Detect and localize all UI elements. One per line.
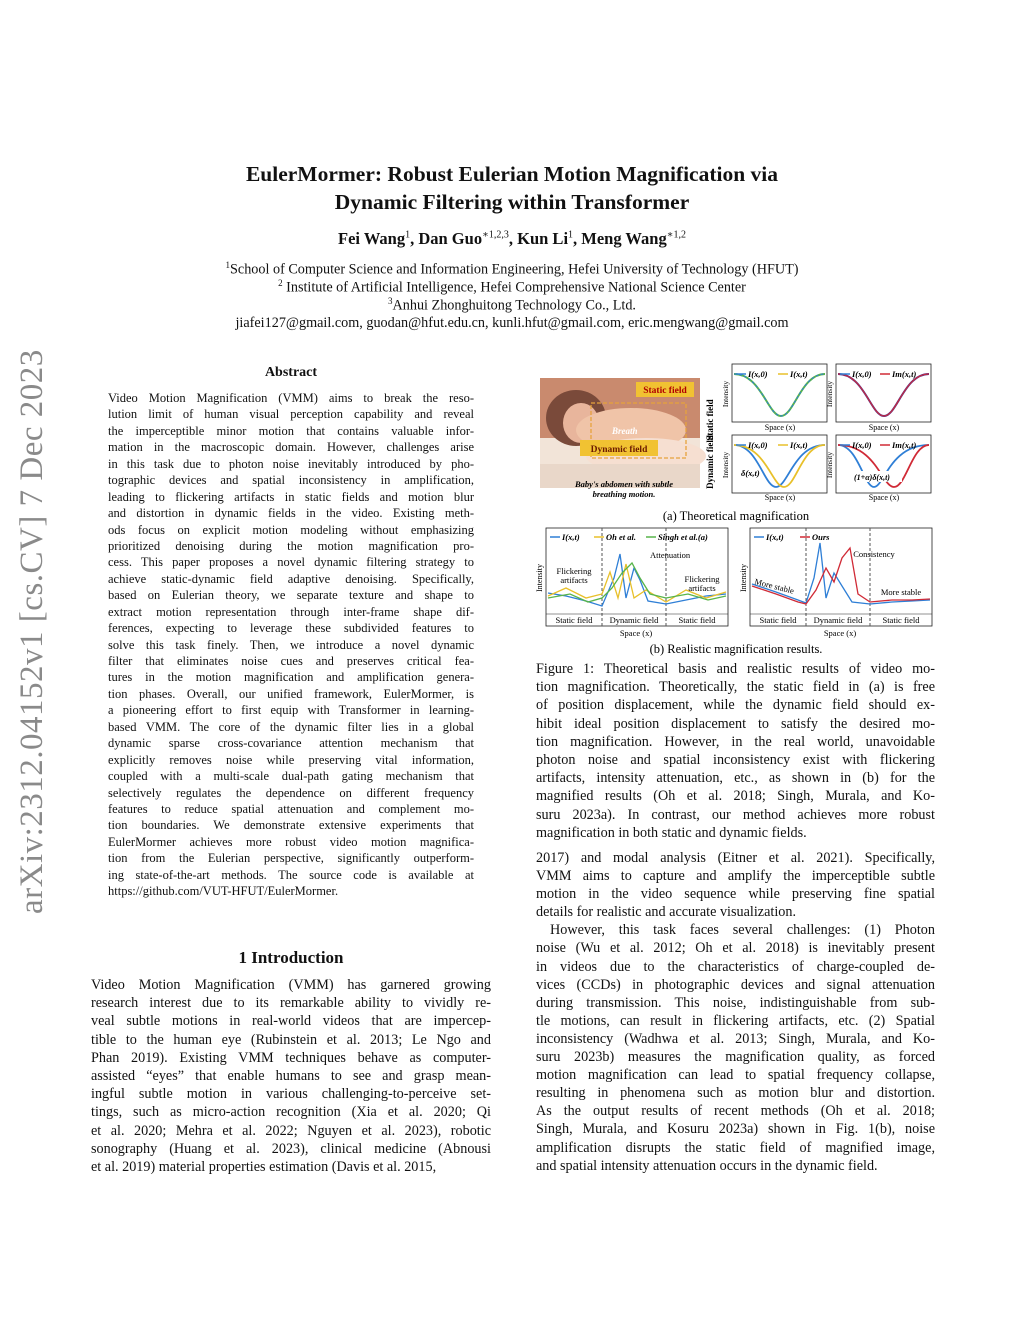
aff-sup: 1 — [225, 260, 231, 270]
text-line: leading to flickering artifacts in static fields and motion blur — [108, 489, 474, 504]
text-line: the imperceptible minor motion that contains valuable infor- — [108, 423, 474, 438]
text-line: during transmission. This noise, indistinguishable from sub- — [536, 994, 935, 1011]
text-line: and spatial intensity attenuation occurs in the dynamic field. — [536, 1157, 878, 1174]
text-line: mation in the macroscopic domain. However, challenges arise — [108, 440, 474, 455]
paper-title — [0, 160, 1024, 216]
text-line: Phan 2019). Existing VMM techniques behave as computer- — [91, 1049, 491, 1066]
delta-label: δ(x,t) — [741, 468, 760, 478]
text-line: extract motion representation through inter-frame shape dif- — [108, 604, 474, 619]
text-line: solve this task finely. Then, we introduce a novel dynamic — [108, 637, 474, 652]
title-line-2: Dynamic Filtering within Transformer — [334, 190, 690, 214]
photo-caption-1: Baby's abdomen with subtle — [575, 479, 673, 489]
aff-text: Institute of Artificial Intelligence, Hefei Comprehensive National Science Center — [282, 279, 746, 296]
text-line: noise (Wu et al. 2012; Oh et al. 2018) is inevitably present — [536, 940, 935, 957]
text-line: assisted “eyes” that enable humans to see and grasp mean- — [91, 1067, 491, 1084]
affiliation-3 — [0, 296, 1024, 315]
text-line: As the output results of recent methods (Oh et al. 2018; — [536, 1103, 935, 1120]
axis-label-intensity: Intensity — [721, 380, 730, 408]
text-line: Video Motion Magnification (VMM) aims to break the reso- — [108, 391, 474, 405]
author-name: Dan Guo — [418, 229, 483, 248]
text-line: magnification in both static and dynamic fields. — [536, 824, 807, 841]
author-sup: ∗1,2,3 — [482, 229, 509, 241]
affiliation-2 — [0, 278, 1024, 297]
text-line: research interest due to its remarkable ability to vividly re- — [91, 995, 491, 1012]
field-label: Dynamic field — [813, 615, 863, 625]
subcaption-b: (b) Realistic magnification results. — [649, 642, 823, 656]
row-label-static: Static field — [705, 399, 715, 441]
text-line: amplification disrupts the static field of magnified image, — [536, 1139, 935, 1156]
legend-label: Im(x,t) — [892, 369, 917, 379]
text-line: in this task due to photon noise inevitably introduced by pho- — [108, 456, 474, 471]
aff-sup: 2 — [278, 278, 283, 288]
legend-label: I(x,t) — [766, 532, 784, 542]
text-line: https://github.com/VUT-HFUT/EulerMormer. — [108, 884, 339, 899]
panel-dynamic-left — [721, 435, 827, 502]
author-name: Meng Wang — [581, 229, 667, 248]
photo-caption-2: breathing motion. — [592, 489, 656, 499]
axis-label-intensity: Intensity — [721, 451, 730, 479]
text-line: vices (CCDs) in photographic devices and signal attenuation — [536, 976, 935, 993]
author-list: Fei Wang$^1$, Dan Guo$^{∗1,2,3}$, Kun Li$^1$, Meng Wang$^{∗1,2}$ — [338, 229, 686, 248]
legend-label: I(x,0) — [748, 440, 768, 450]
axis-label-space: Space (x) — [619, 628, 653, 638]
legend-label: I(x,0) — [852, 440, 872, 450]
note-flicker-1: Flickering — [556, 566, 592, 576]
text-line: and distortion in dynamic fields in the video. Existing meth- — [108, 506, 474, 521]
text-line: ferences, expecting to leverage these subdivided features to — [108, 621, 474, 636]
text-line: tion magnification. Theoretically, the static field in (a) is free — [536, 679, 935, 696]
introduction-body — [91, 976, 491, 1176]
axis-label-space: Space (x) — [868, 493, 900, 502]
axis-label-space: Space (x) — [764, 423, 796, 432]
axis-label-space: Space (x) — [764, 493, 796, 502]
text-line: tion phases. Overall, our unified framework, EulerMormer, is — [108, 686, 474, 701]
text-line: veal subtle motions in real-world videos that are impercep- — [91, 1013, 491, 1030]
text-line: of position displacement, while the dynamic field should ex- — [536, 697, 935, 714]
text-line: Video Motion Magnification (VMM) has garnered growing — [91, 977, 491, 993]
legend-label: I(x,t) — [790, 369, 808, 379]
text-line: tible to the human eye (Rubinstein et al. 2013; Le Ngo and — [91, 1031, 491, 1048]
text-line: ingful subtle motion in various challenging-to-perceive set- — [91, 1086, 491, 1103]
text-line: EulerMormer achieves more robust video motion magnifica- — [108, 834, 474, 849]
text-line: However, this task faces several challenges: (1) Photon — [550, 922, 935, 939]
row-label-dynamic: Dynamic field — [705, 435, 715, 489]
subcaption-a: (a) Theoretical magnification — [662, 509, 810, 523]
figure-1-caption — [536, 660, 935, 842]
text-line: et al. 2019) material properties estimation (Davis et al. 2015, — [91, 1158, 437, 1175]
text-line: prioritized denoising during the motion magnification pro- — [108, 538, 474, 553]
panel-realistic-right — [739, 528, 932, 638]
axis-label-space: Space (x) — [823, 628, 857, 638]
author-name: Fei Wang — [338, 229, 406, 248]
legend-label: I(x,0) — [852, 369, 872, 379]
figure-1 — [536, 358, 936, 658]
text-line: et al. 2020; Mehra et al. 2022; Nguyen et al. 2023), robotic — [91, 1122, 491, 1139]
affiliation-1 — [0, 260, 1024, 279]
aff-text: School of Computer Science and Information Engineering, Hefei University of Technology (HFUT) — [230, 261, 799, 278]
arxiv-side-label: arXiv:2312.04152v1 [cs.CV] 7 Dec 2023 — [14, 349, 50, 914]
text-line: resulting in phenomena such as motion blur and distortion. — [536, 1085, 935, 1102]
abstract-heading: Abstract — [264, 365, 318, 380]
text-line: explicitly removes noise while preserving vital information, — [108, 752, 474, 767]
text-line: in videos due to the characteristics of charge-coupled de- — [536, 958, 935, 975]
text-line: 2017) and modal analysis (Eitner et al. 2021). Specifically, — [536, 850, 935, 866]
static-field-tag-label: Static field — [643, 386, 687, 396]
right-column-body — [536, 849, 935, 1175]
text-line: suru 2023b) measures the magnification quality, as forced — [536, 1049, 935, 1066]
text-line: tures in the motion magnification and amplification genera- — [108, 670, 474, 685]
text-line: achieve static-dynamic field adaptive denoising. Specifically, — [108, 571, 474, 586]
legend-label: Singh et al.(a) — [658, 532, 708, 542]
axis-label-intensity: Intensity — [825, 451, 834, 479]
text-line: tle motions, can result in flickering artifacts, etc. (2) Spatial — [536, 1012, 935, 1029]
legend-label: Oh et al. — [606, 532, 636, 542]
panel-dynamic-right — [825, 435, 931, 502]
text-line: magnified results (Oh et al. 2018; Singh, Murala, and Ko- — [536, 788, 935, 805]
legend-label: Ours — [812, 532, 830, 542]
legend-label: I(x,0) — [748, 369, 768, 379]
text-line: ing state-of-the-art methods. The source code is available at — [108, 867, 474, 882]
panel-realistic-left — [535, 528, 728, 638]
text-line: cess. This paper proposes a novel dynamic filtering strategy to — [108, 555, 474, 570]
abstract-body — [108, 390, 474, 900]
axis-label-space: Space (x) — [868, 423, 900, 432]
email-list: jiafei127@gmail.com, guodan@hfut.edu.cn, kunli.hfut@gmail.com, eric.mengwang@gmail.com — [235, 315, 789, 331]
text-line: VMM aims to capture and amplify the imperceptible subtle — [536, 868, 935, 885]
author-sup: 1 — [405, 229, 411, 241]
text-line: tion from the Eulerian perspective, significantly outperform- — [108, 851, 474, 866]
author-sup: 1 — [568, 229, 574, 241]
text-line: details for realistic and accurate visualization. — [536, 904, 796, 921]
text-line: sonography (Huang et al. 2023), clinical medicine (Abnousi — [91, 1140, 491, 1157]
text-line: tion magnification. However, in the real world, unavoidable — [536, 733, 935, 750]
dynamic-field-tag-label: Dynamic field — [590, 445, 648, 455]
note-attenuation: Attenuation — [650, 550, 691, 560]
field-label: Static field — [759, 615, 797, 625]
text-line: selectively regulates the dependence on different frequency — [108, 785, 474, 800]
author-sup: ∗1,2 — [666, 229, 686, 241]
text-line: tings, such as micro-action recognition (Xia et al. 2020; Qi — [91, 1104, 491, 1121]
note-flicker-2b: artifacts — [688, 583, 716, 593]
text-line: a pioneering effort to first equip with Transformer in learning- — [108, 703, 474, 718]
note-consistency: Consistency — [853, 549, 895, 559]
text-line: tion boundaries. We demonstrate extensive experiments that — [108, 818, 474, 833]
panel-static-left — [721, 364, 827, 432]
aff-sup: 3 — [388, 296, 393, 306]
text-line: inconsistency (Wadhwa et al. 2013; Singh, Murala, and Ko- — [536, 1030, 935, 1047]
text-line: filter that eliminates noise cues and preserves critical fea- — [108, 654, 474, 668]
title-line-1: EulerMormer: Robust Eulerian Motion Magnification via — [245, 162, 779, 186]
legend-label: I(x,t) — [790, 440, 808, 450]
text-line: artifacts, intensity attenuation, etc., as shown in (b) for the — [536, 770, 935, 787]
text-line: motion in the video sequence while preserving fine spatial — [536, 886, 935, 903]
text-line: Figure 1: Theoretical basis and realistic results of video mo- — [536, 661, 935, 677]
note-flicker-2: Flickering — [684, 574, 720, 584]
text-line: based VMM. The core of the dynamic filter lies in a global — [108, 719, 474, 734]
text-line: photon noise and spatial inconsistency exist with flickering — [536, 751, 935, 768]
text-line: based on Eulerian theory, we separate texture and shape to — [108, 588, 474, 603]
text-line: suru 2023a). In contrast, our method achieves more robust — [536, 806, 935, 823]
axis-label-intensity: Intensity — [739, 564, 748, 592]
text-line: dynamic sparse cross-covariance attention mechanism that — [108, 736, 474, 751]
note-more-stable-2: More stable — [880, 587, 922, 597]
field-label: Static field — [555, 615, 593, 625]
field-label: Static field — [882, 615, 920, 625]
aff-text: Anhui Zhonghuitong Technology Co., Ltd. — [392, 297, 636, 314]
text-line: ods focus on explicit motion modeling without emphasizing — [108, 522, 474, 537]
breath-label: Breath — [612, 426, 638, 436]
text-line: motion magnification can lead to spatial frequency collapse, — [536, 1067, 935, 1084]
note-flicker-1b: artifacts — [560, 575, 588, 585]
legend-label: I(x,t) — [562, 532, 580, 542]
text-line: Singh, Murala, and Kosuru 2023a) shown in Fig. 1(b), noise — [536, 1121, 935, 1138]
text-line: features to reduce spatial attenuation and complement mo- — [108, 801, 474, 816]
note-more-stable-1: More stable — [753, 576, 796, 596]
axis-label-intensity: Intensity — [535, 564, 544, 592]
field-label: Static field — [678, 615, 716, 625]
legend-label: Im(x,t) — [892, 440, 917, 450]
field-label: Dynamic field — [609, 615, 659, 625]
text-line: tographic devices and spatial inconsistency in amplification, — [108, 473, 474, 488]
delta-alpha-label: (1+α)δ(x,t) — [854, 473, 890, 482]
text-line: lution limit of human visual perception capability and reveal — [108, 407, 474, 422]
text-line: coupled with a multi-scale dual-path gating mechanism that — [108, 769, 474, 784]
section-heading-introduction: 1 Introduction — [238, 948, 344, 967]
panel-static-right — [825, 364, 931, 432]
text-line: hibit ideal position displacement to satisfy the desired mo- — [536, 715, 935, 732]
author-name: Kun Li — [517, 229, 569, 248]
axis-label-intensity: Intensity — [825, 380, 834, 408]
